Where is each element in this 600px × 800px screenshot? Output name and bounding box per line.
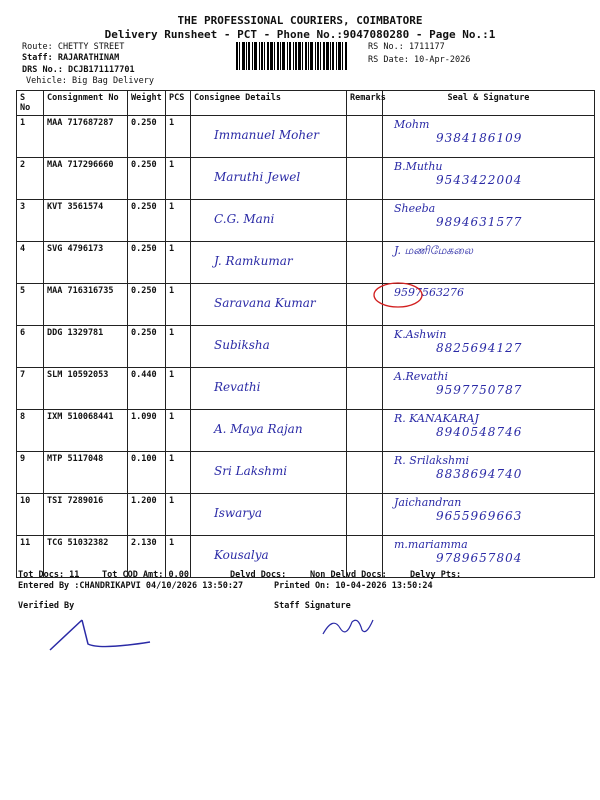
total-cod-amount: Tot COD Amt: 0.00	[102, 570, 189, 580]
signature-phone: 9789657804	[436, 551, 523, 565]
signature-text: 9597563276	[394, 286, 464, 299]
signature-phone: 9597750787	[436, 383, 523, 397]
table-row	[17, 242, 595, 284]
row-weight: 0.250	[128, 326, 166, 368]
row-weight: 0.250	[128, 116, 166, 158]
signature-text: Sheeba	[394, 202, 436, 215]
row-sno: 9	[17, 452, 44, 494]
row-weight: 0.250	[128, 242, 166, 284]
vehicle: Vehicle: Big Bag Delivery	[26, 76, 154, 86]
row-remarks	[347, 368, 383, 410]
table-row	[17, 116, 595, 158]
row-remarks	[347, 200, 383, 242]
signature-phone: 9655969663	[436, 509, 523, 523]
table-header-row	[17, 91, 595, 116]
delivered-docs: Delvd Docs:	[230, 570, 287, 580]
delivered-stamp	[370, 280, 426, 310]
total-docs: Tot Docs: 11	[18, 570, 80, 580]
signature-text: Jaichandran	[394, 496, 462, 509]
row-pcs: 1	[166, 452, 191, 494]
staff: Staff: RAJARATHINAM	[22, 53, 120, 63]
signature-text: A.Revathi	[394, 370, 449, 383]
row-seal-signature	[383, 494, 595, 536]
row-pcs: 1	[166, 284, 191, 326]
row-pcs: 1	[166, 410, 191, 452]
signature-text: R. KANAKARAJ	[394, 412, 479, 425]
row-sno: 11	[17, 536, 44, 578]
consignee-name-handwritten: Iswarya	[214, 506, 262, 520]
row-pcs: 1	[166, 242, 191, 284]
row-consignment-no: MAA 717687287	[44, 116, 128, 158]
staff-signature-label: Staff Signature	[274, 601, 351, 611]
row-consignee-details	[191, 242, 347, 284]
row-consignee-details	[191, 410, 347, 452]
row-consignment-no: MAA 716316735	[44, 284, 128, 326]
row-pcs: 1	[166, 158, 191, 200]
row-sno: 3	[17, 200, 44, 242]
runsheet-subtitle: Delivery Runsheet - PCT - Phone No.:9047080280 - Page No.:1	[104, 28, 496, 41]
row-consignee-details	[191, 368, 347, 410]
signature-text: B.Muthu	[394, 160, 443, 173]
table-row	[17, 284, 595, 326]
row-seal-signature	[383, 116, 595, 158]
rs-date: RS Date: 10-Apr-2026	[368, 55, 471, 65]
row-sno: 6	[17, 326, 44, 368]
col-sno-header: S No	[17, 91, 44, 116]
barcode	[236, 42, 364, 70]
signature-phone: 8838694740	[436, 467, 523, 481]
row-pcs: 1	[166, 368, 191, 410]
signature-phone: 9894631577	[436, 215, 523, 229]
table-row	[17, 368, 595, 410]
col-weight-header: Weight	[128, 91, 166, 116]
row-sno: 1	[17, 116, 44, 158]
row-seal-signature	[383, 242, 595, 284]
row-consignment-no: SLM 10592053	[44, 368, 128, 410]
row-remarks	[347, 242, 383, 284]
table-row	[17, 410, 595, 452]
col-consignment-header: Consignment No	[44, 91, 128, 116]
entered-by: Entered By :CHANDRIKAPVI 04/10/2026 13:50:27	[18, 581, 244, 591]
row-pcs: 1	[166, 536, 191, 578]
row-remarks	[347, 494, 383, 536]
col-consignee-header: Consignee Details	[191, 91, 347, 116]
signature-phone: 8825694127	[436, 341, 523, 355]
signature-text: m.mariamma	[394, 538, 468, 551]
row-seal-signature	[383, 368, 595, 410]
row-sno: 5	[17, 284, 44, 326]
row-consignment-no: SVG 4796173	[44, 242, 128, 284]
drs-number: DRS No.: DCJB171117701	[22, 65, 135, 75]
consignee-name-handwritten: Immanuel Moher	[214, 128, 319, 142]
row-sno: 10	[17, 494, 44, 536]
row-consignee-details	[191, 452, 347, 494]
row-weight: 0.250	[128, 284, 166, 326]
row-remarks	[347, 158, 383, 200]
row-weight: 0.250	[128, 200, 166, 242]
consignee-name-handwritten: C.G. Mani	[214, 212, 275, 226]
printed-on: Printed On: 10-04-2026 13:50:24	[274, 581, 433, 591]
consignee-name-handwritten: Saravana Kumar	[214, 296, 316, 310]
row-consignment-no: DDG 1329781	[44, 326, 128, 368]
runsheet-table	[16, 90, 595, 578]
row-consignee-details	[191, 326, 347, 368]
verified-by-label: Verified By	[18, 601, 75, 611]
table-row	[17, 326, 595, 368]
row-consignment-no: MAA 717296660	[44, 158, 128, 200]
row-consignment-no: TSI 7289016	[44, 494, 128, 536]
row-remarks	[347, 452, 383, 494]
delivery-points: Delvy Pts:	[410, 570, 462, 580]
row-consignment-no: KVT 3561574	[44, 200, 128, 242]
non-delivered-docs: Non Delvd Docs:	[310, 570, 387, 580]
row-weight: 0.250	[128, 158, 166, 200]
col-seal-header: Seal & Signature	[383, 91, 595, 116]
row-consignee-details	[191, 284, 347, 326]
consignee-name-handwritten: Subiksha	[214, 338, 270, 352]
row-sno: 4	[17, 242, 44, 284]
row-remarks	[347, 326, 383, 368]
row-seal-signature	[383, 326, 595, 368]
table-row	[17, 452, 595, 494]
row-consignment-no: IXM 510068441	[44, 410, 128, 452]
table-row	[17, 158, 595, 200]
row-remarks	[347, 410, 383, 452]
consignee-name-handwritten: Revathi	[214, 380, 261, 394]
signature-text: K.Ashwin	[394, 328, 447, 341]
col-pcs-header: PCS	[166, 91, 191, 116]
consignee-name-handwritten: A. Maya Rajan	[214, 422, 303, 436]
row-seal-signature	[383, 452, 595, 494]
row-consignment-no: MTP 5117048	[44, 452, 128, 494]
row-sno: 8	[17, 410, 44, 452]
row-sno: 2	[17, 158, 44, 200]
col-remarks-header: Remarks	[347, 91, 383, 116]
row-weight: 1.200	[128, 494, 166, 536]
row-weight: 0.100	[128, 452, 166, 494]
row-seal-signature	[383, 158, 595, 200]
row-pcs: 1	[166, 494, 191, 536]
row-weight: 0.440	[128, 368, 166, 410]
row-seal-signature	[383, 410, 595, 452]
row-seal-signature	[383, 200, 595, 242]
row-consignment-no: TCG 51032382	[44, 536, 128, 578]
row-weight: 2.130	[128, 536, 166, 578]
staff-signature-scribble	[318, 612, 378, 642]
consignee-name-handwritten: Maruthi Jewel	[214, 170, 301, 184]
signature-text: Mohm	[394, 118, 430, 131]
verifier-signature-scribble	[40, 610, 160, 658]
consignee-name-handwritten: Sri Lakshmi	[214, 464, 288, 478]
row-consignee-details	[191, 158, 347, 200]
company-title: THE PROFESSIONAL COURIERS, COIMBATORE	[177, 14, 423, 27]
row-consignee-details	[191, 200, 347, 242]
table-row	[17, 200, 595, 242]
row-weight: 1.090	[128, 410, 166, 452]
signature-phone: 9543422004	[436, 173, 523, 187]
row-consignee-details	[191, 494, 347, 536]
table-row	[17, 494, 595, 536]
signature-phone: 9384186109	[436, 131, 523, 145]
rs-number: RS No.: 1711177	[368, 42, 445, 52]
signature-phone: 8940548746	[436, 425, 523, 439]
row-pcs: 1	[166, 116, 191, 158]
row-remarks	[347, 116, 383, 158]
row-pcs: 1	[166, 200, 191, 242]
row-sno: 7	[17, 368, 44, 410]
route: Route: CHETTY STREET	[22, 42, 125, 52]
signature-text: R. Srilakshmi	[394, 454, 470, 467]
signature-text: J. மணிமேகலை	[394, 244, 473, 257]
row-consignee-details	[191, 116, 347, 158]
row-pcs: 1	[166, 326, 191, 368]
consignee-name-handwritten: Kousalya	[214, 548, 269, 562]
consignee-name-handwritten: J. Ramkumar	[214, 254, 293, 268]
